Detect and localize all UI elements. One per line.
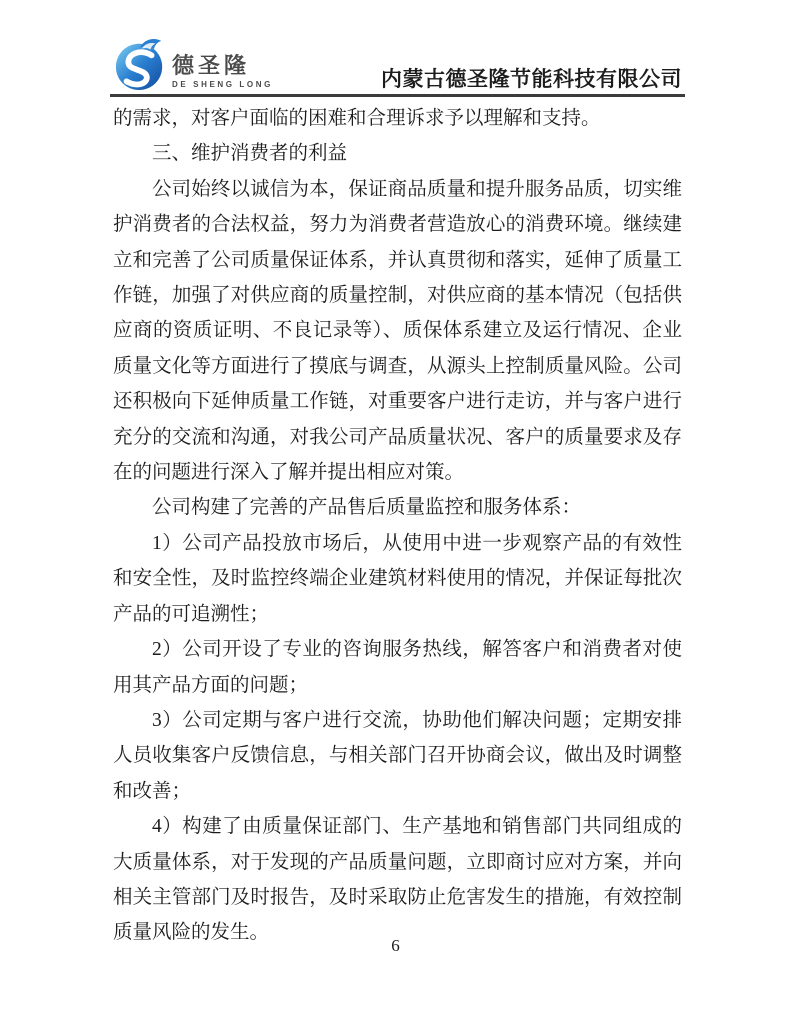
company-logo-dragon-icon <box>113 36 167 97</box>
header-company-name: 内蒙古德圣隆节能科技有限公司 <box>381 67 682 91</box>
paragraph: 公司始终以诚信为本，保证商品质量和提升服务品质，切实维护消费者的合法权益，努力为消费者营造放心的消费环境。继续建立和完善了公司质量保证体系，并认真贯彻和落实，延伸了质量工作链，加强了对供应商的质量控制，对供应商的基本情况（包括供应商的资质证明、不良记录等）、质保体系建立及运行情况、企业质量文化等方面进行了摸底与调查，从源头上控制质量风险。公司还积极向下延伸质量工作链，对重要客户进行走访，并与客户进行充分的交流和沟通，对我公司产品质量状况、客户的质量要求及存在的问题进行深入了解并提出相应对策。 <box>113 178 682 484</box>
paragraph: 4）构建了由质量保证部门、生产基地和销售部门共同组成的大质量体系，对于发现的产品质量问题，立即商讨应对方案，并向相关主管部门及时报告，及时采取防止危害发生的措施，有效控制质量风险的发生。 <box>113 816 682 944</box>
document-body <box>113 101 682 951</box>
paragraph: 3）公司定期与客户进行交流，协助他们解决问题；定期安排人员收集客户反馈信息，与相关部门召开协商会议，做出及时调整和改善； <box>113 709 682 802</box>
paragraph: 2）公司开设了专业的咨询服务热线，解答客户和消费者对使用其产品方面的问题； <box>113 639 682 696</box>
header-divider <box>110 94 685 97</box>
paragraph: 1）公司产品投放市场后，从使用中进一步观察产品的有效性和安全性，及时监控终端企业建筑材料使用的情况，并保证每批次产品的可追溯性； <box>113 532 682 625</box>
page-number: 6 <box>391 936 400 955</box>
page-header <box>113 36 682 97</box>
paragraph: 的需求，对客户面临的困难和合理诉求予以理解和支持。 <box>113 108 601 129</box>
logo-name-en: DE SHENG LONG <box>172 79 273 89</box>
paragraph: 三、维护消费者的利益 <box>152 143 348 165</box>
paragraph: 公司构建了完善的产品售后质量监控和服务体系： <box>152 497 582 519</box>
page-footer <box>0 936 791 956</box>
logo-name-cn: 德圣隆 <box>172 53 251 79</box>
company-logo <box>113 36 273 97</box>
company-logo-text <box>172 54 273 88</box>
